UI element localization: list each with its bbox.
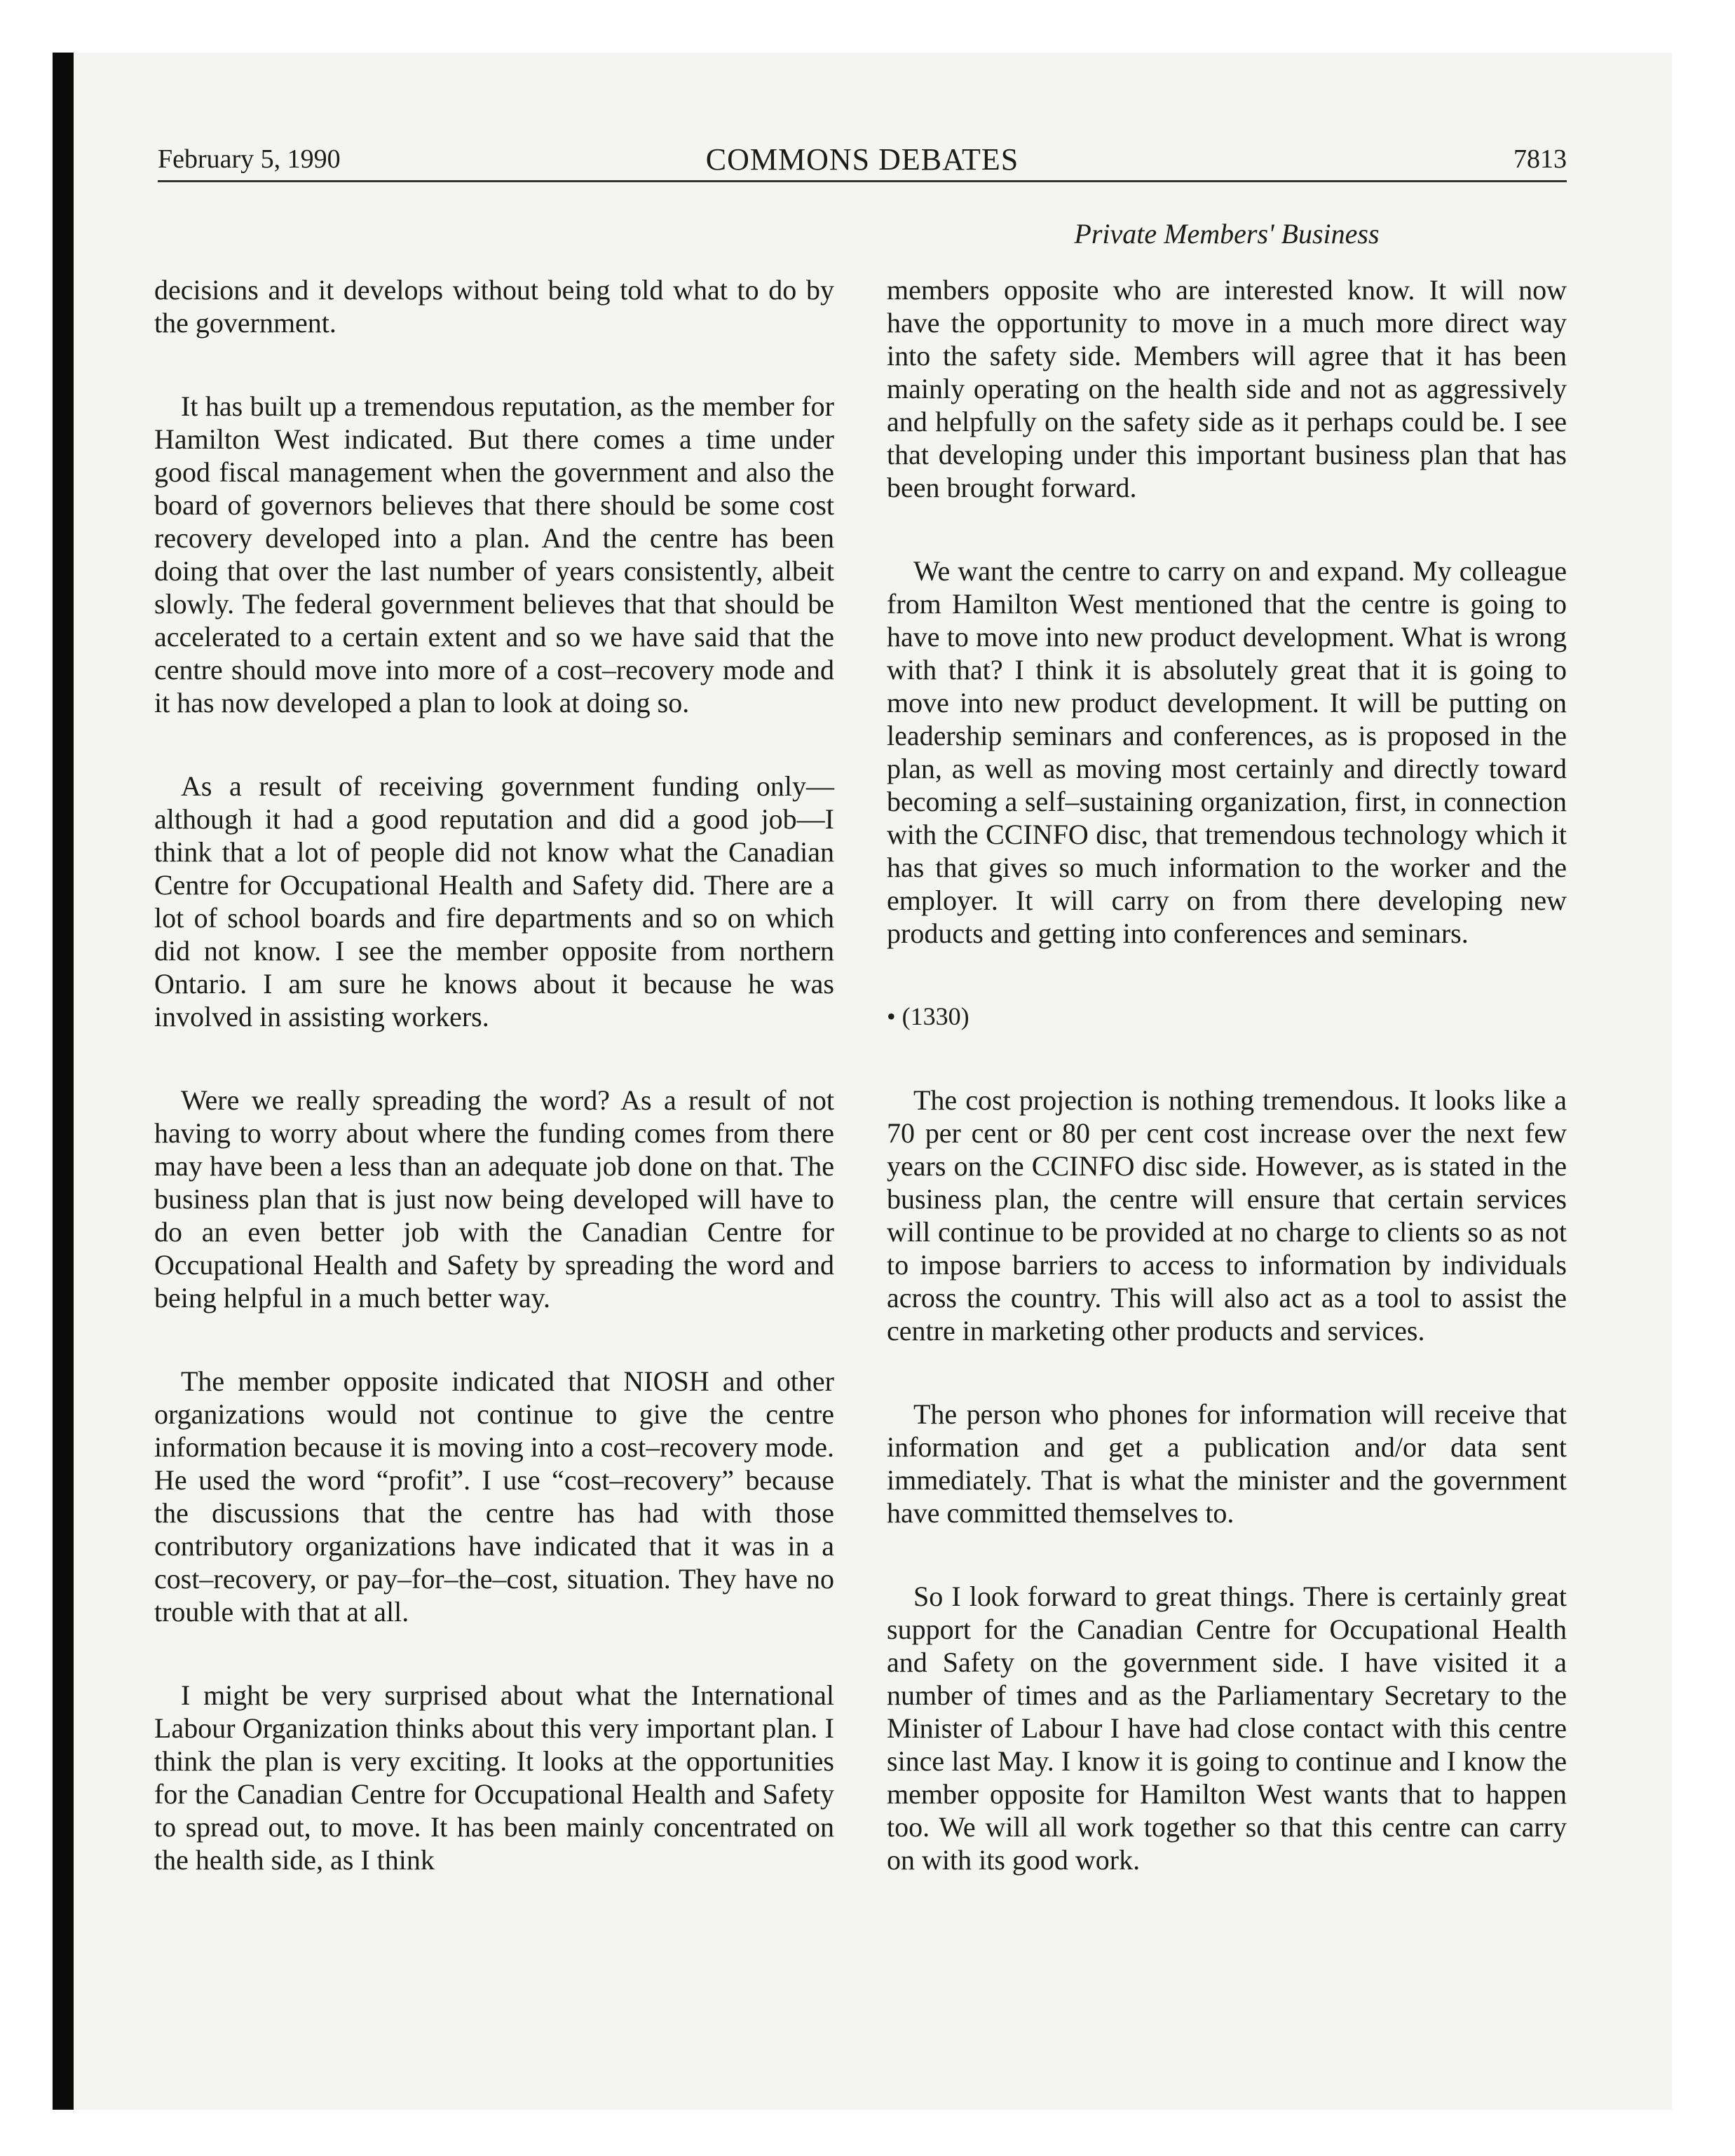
paragraph: The cost projection is nothing tremendous. It looks like a 70 per cent or 80 per cent cost increase over the next few years on the CCINFO disc side. However, as is stated in the business plan, the centre will ensure that certain services will continue to be provided at no charge to clients so as not to impose barriers to access to information by individuals across the country. This will also act as a tool to assist the centre in marketing other products and services. [887,1084,1567,1346]
paragraph: decisions and it develops without being told what to do by the government. [154,274,834,339]
right-column [887,273,1567,1876]
paragraph: Were we really spreading the word? As a result of not having to worry about where the funding comes from there may have been a less than an adequate job done on that. The business plan that is just now being developed will have to do an even better job with the Canadian Centre for Occupational Health and Safety by spreading the word and being helpful in a much better way. [154,1084,834,1314]
time-marker: • (1330) [887,1002,969,1030]
page-number: 7813 [1513,144,1567,174]
section-title: Private Members' Business [1074,218,1380,250]
header-title: COMMONS DEBATES [705,142,1019,177]
header-rule [158,180,1567,182]
paragraph: We want the centre to carry on and expand. My colleague from Hamilton West mentioned that the centre is going to have to move into new product development. What is wrong with that? I think it is absolutely great that it is going to move into new product development. It will be putting on leadership seminars and conferences, as is proposed in the plan, as well as moving most certainly and directly toward becoming a self–sustaining organization, first, in connection with the CCINFO disc, that tremendous technology which it has that gives so much information to the worker and the employer. It will carry on from there developing new products and getting into conferences and seminars. [887,555,1567,949]
page-header [158,137,1567,179]
paragraph: It has built up a tremendous reputation, as the member for Hamilton West indicated. But there comes a time under good fiscal management when the government and also the board of governors believes that there should be some cost recovery developed into a plan. And the centre has been doing that over the last number of years consistently, albeit slowly. The federal government believes that that should be accelerated to a certain extent and so we have said that the centre should move into more of a cost–recovery mode and it has now developed a plan to look at doing so. [154,390,834,718]
header-date: February 5, 1990 [158,144,341,174]
paragraph: As a result of receiving government funding only—although it had a good reputation and did a good job—I think that a lot of people did not know what the Canadian Centre for Occupational Health and Safety did. There are a lot of school boards and fire departments and so on which did not know. I see the member opposite from northern Ontario. I am sure he knows about it because he was involved in assisting workers. [154,770,834,1032]
paragraph: The member opposite indicated that NIOSH and other organizations would not continue to give the centre information because it is moving into a cost–recovery mode. He used the word “profit”. I use “cost–recovery” because the discussions that the centre has had with those contributory organizations have indicated that it was in a cost–recovery, or pay–for–the–cost, situation. They have no trouble with that at all. [154,1365,834,1628]
paragraph: members opposite who are interested know. It will now have the opportunity to move in a much more direct way into the safety side. Members will agree that it has been mainly operating on the health side and not as aggressively and helpfully on the safety side as it perhaps could be. I see that developing under this important business plan that has been brought forward. [887,274,1567,503]
paragraph: So I look forward to great things. There is certainly great support for the Canadian Centre for Occupational Health and Safety on the government side. I have visited it a number of times and as the Parliamentary Secretary to the Minister of Labour I have had close contact with this centre since last May. I know it is going to continue and I know the member opposite for Hamilton West wants that to happen too. We will all work together so that this centre can carry on with its good work. [887,1581,1567,1876]
left-column [154,273,834,1876]
paragraph: The person who phones for information will receive that information and get a publication and/or data sent immediately. That is what the minister and the government have committed themselves to. [887,1398,1567,1529]
paragraph: I might be very surprised about what the International Labour Organization thinks about this very important plan. I think the plan is very exciting. It looks at the opportunities for the Canadian Centre for Occupational Health and Safety to spread out, to move. It has been mainly concentrated on the health side, as I think [154,1679,834,1876]
scan-border [53,53,74,2110]
